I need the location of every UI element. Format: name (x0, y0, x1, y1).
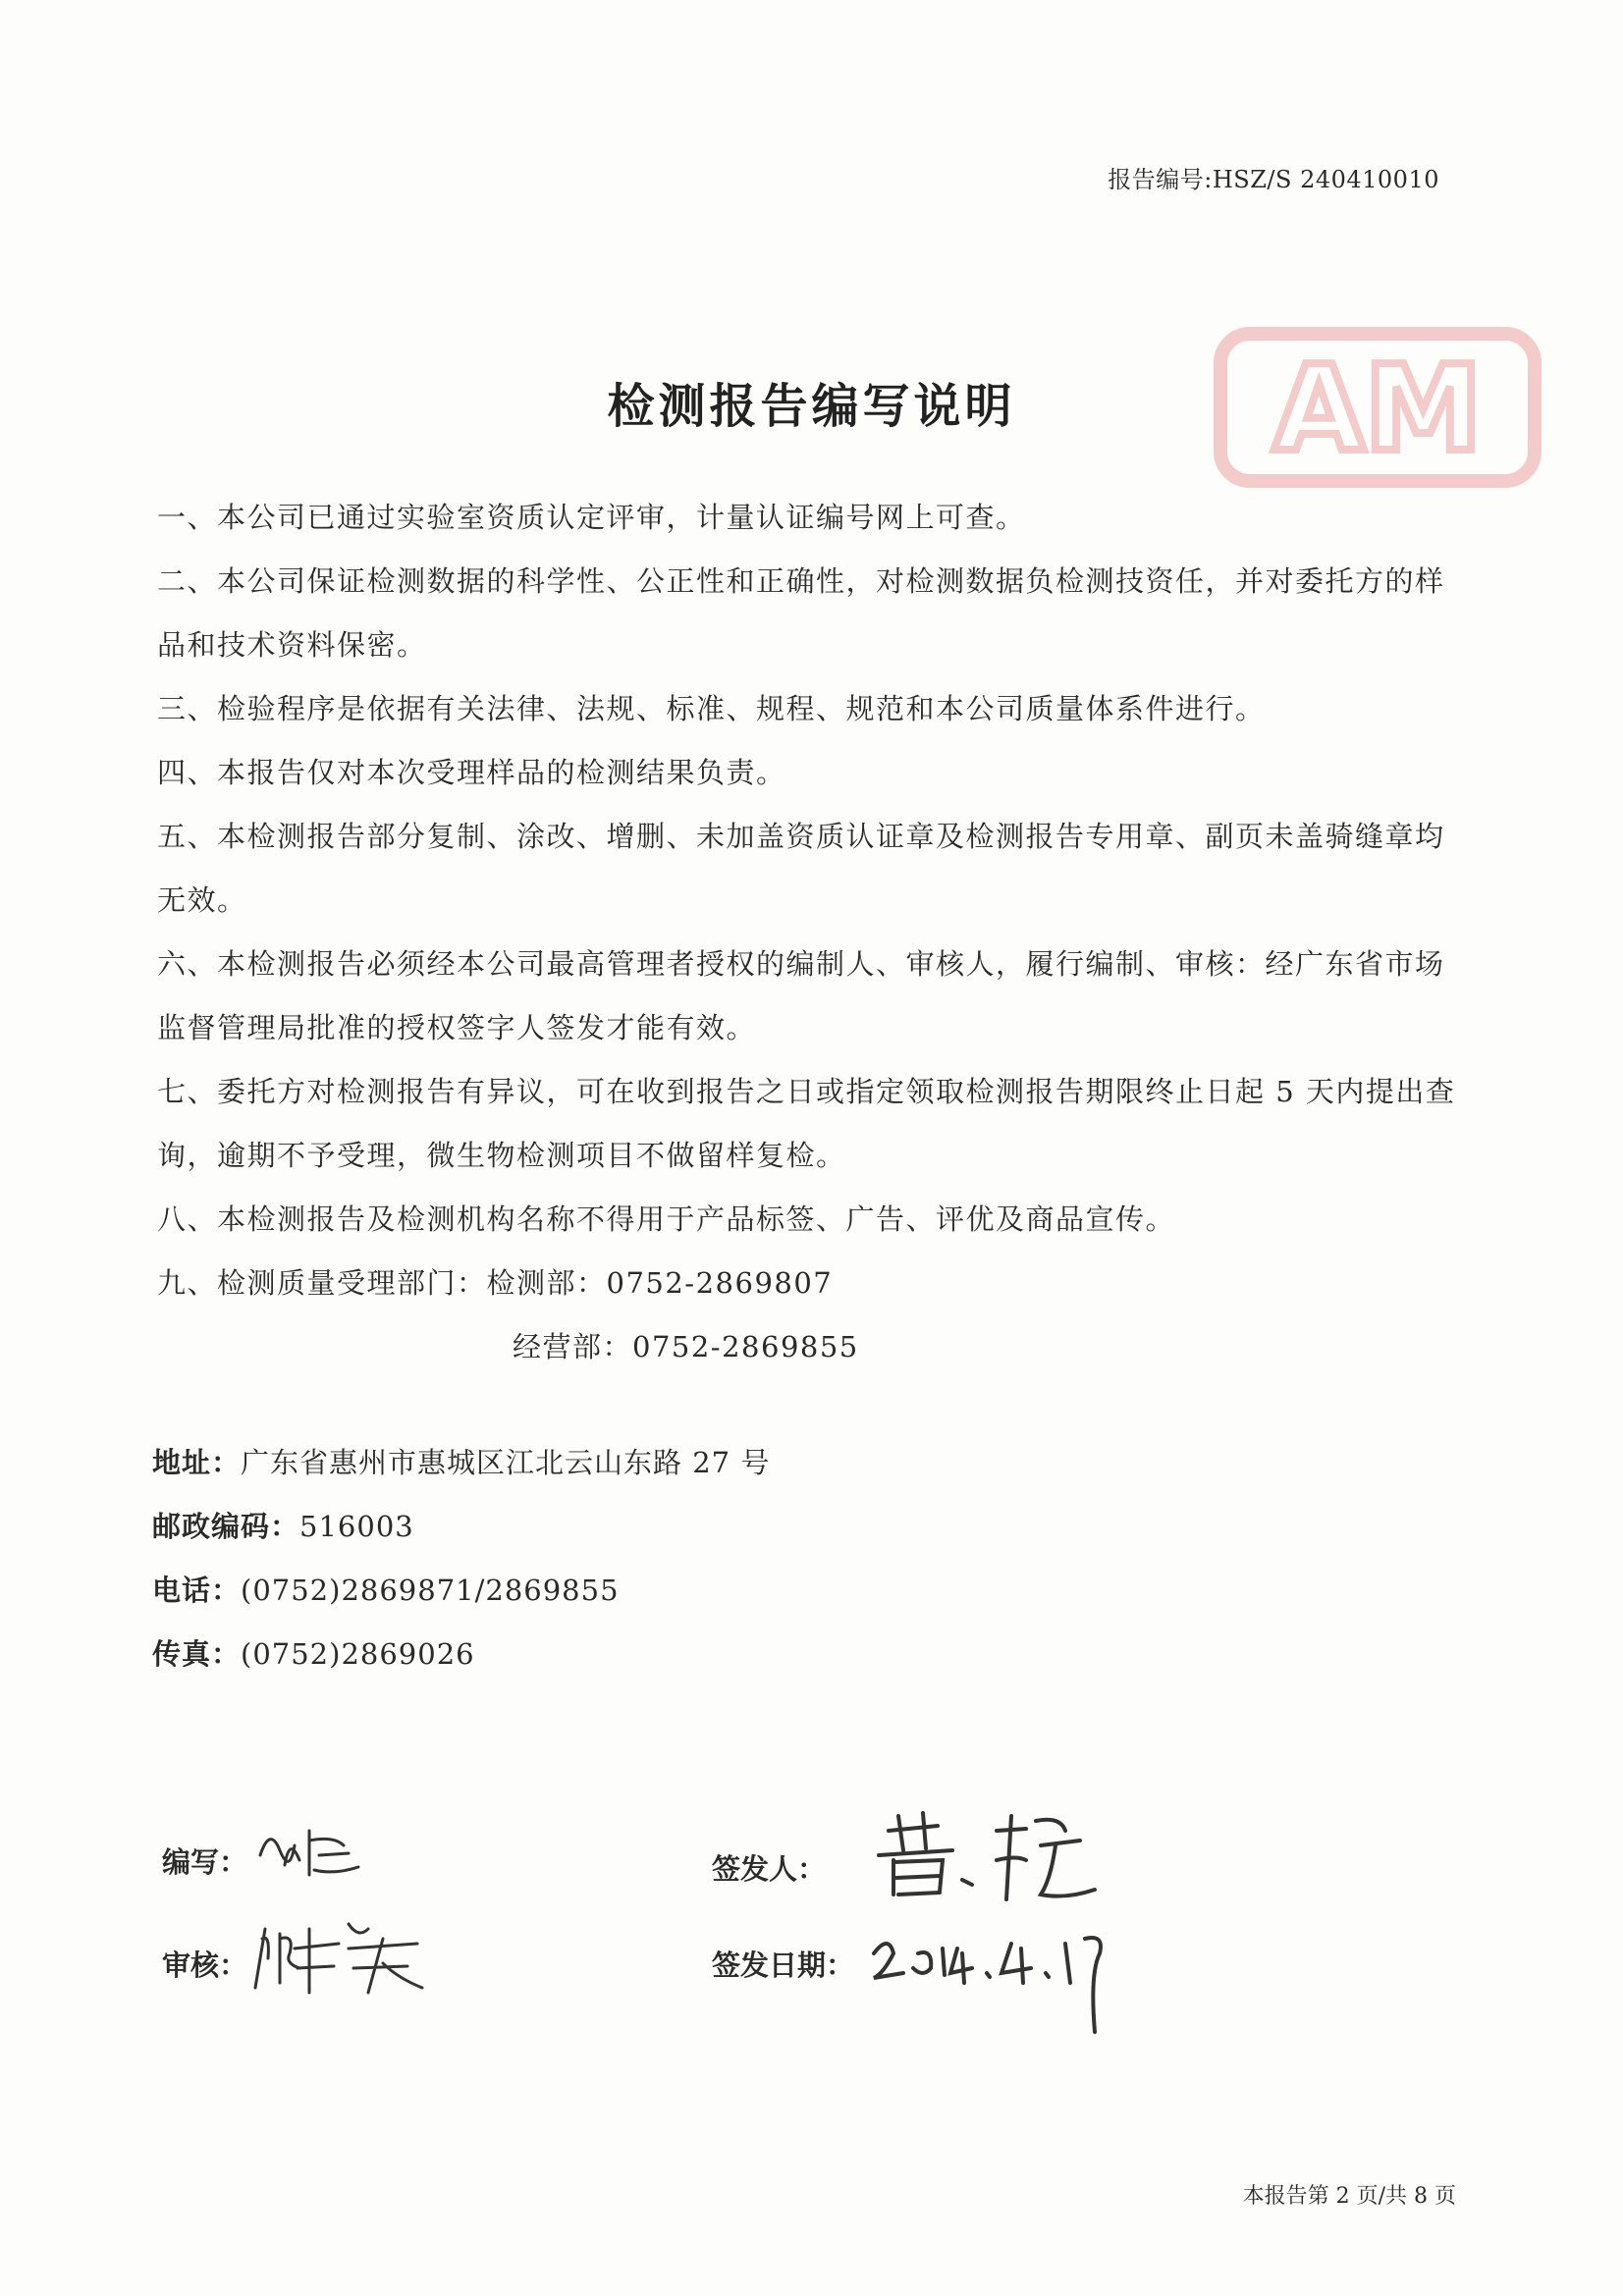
fax-label: 传真： (152, 1637, 242, 1671)
clause-8: 八、本检测报告及检测机构名称不得用于产品标签、广告、评优及商品宣传。 (157, 1202, 1176, 1236)
clause-4: 四、本报告仅对本次受理样品的检测结果负责。 (157, 756, 786, 789)
fax-value: (0752)2869026 (241, 1637, 475, 1671)
clause-5: 五、本检测报告部分复制、涂改、增删、未加盖资质认证章及检测报告专用章、副页未盖骑缝章均无效。 (157, 820, 1445, 917)
phone-label: 电话： (152, 1574, 242, 1607)
report-number: 报告编号:HSZ/S 240410010 (1108, 166, 1439, 193)
address-row (152, 1431, 1429, 1495)
writer-label: 编写： (162, 1845, 248, 1879)
address-value: 广东省惠州市惠城区江北云山东路 27 号 (241, 1446, 771, 1479)
issuer-label: 签发人： (712, 1852, 827, 1886)
writer-signature (250, 1816, 368, 1885)
clause-7: 七、委托方对检测报告有异议，可在收到报告之日或指定领取检测报告期限终止日起 5 天内提出查询，逾期不予受理，微生物检测项目不做留样复检。 (157, 1075, 1456, 1172)
address-label: 地址： (152, 1446, 242, 1479)
phone-value: (0752)2869871/2869855 (241, 1574, 620, 1607)
reviewer-signature (250, 1909, 437, 1998)
company-contact-info (152, 1431, 1429, 1686)
clause-3: 三、检验程序是依据有关法律、法规、标准、规程、规范和本公司质量体系件进行。 (157, 692, 1266, 725)
fax-row (152, 1623, 1429, 1686)
document-title: 检测报告编写说明 (607, 379, 1016, 434)
clause-9-sales-contact: 经营部：0752-2869855 (513, 1330, 859, 1363)
clause-6: 六、本检测报告必须经本公司最高管理者授权的编制人、审核人，履行编制、审核：经广东省市场监督管理局批准的授权签字人签发才能有效。 (157, 947, 1445, 1044)
clause-1: 一、本公司已通过实验室资质认定评审，计量认证编号网上可查。 (157, 501, 1026, 534)
clause-2: 二、本公司保证检测数据的科学性、公正性和正确性，对检测数据负检测技资任，并对委托方的样品和技术资料保密。 (157, 564, 1445, 662)
phone-row (152, 1559, 1429, 1623)
clause-9-contact: 九、检测质量受理部门：检测部：0752-2869807 (157, 1266, 834, 1300)
reviewer-label: 审核： (162, 1949, 248, 1982)
issue-date-label: 签发日期： (712, 1949, 855, 1982)
postcode-value: 516003 (299, 1510, 414, 1543)
postcode-label: 邮政编码： (152, 1510, 300, 1543)
issue-date-signature (864, 1914, 1139, 2042)
page-number: 本报告第 2 页/共 8 页 (1242, 2184, 1456, 2209)
clause-list (157, 486, 1473, 1379)
watermark-text: AM (1272, 342, 1483, 478)
issuer-signature (869, 1801, 1105, 1909)
postcode-row (152, 1495, 1429, 1559)
